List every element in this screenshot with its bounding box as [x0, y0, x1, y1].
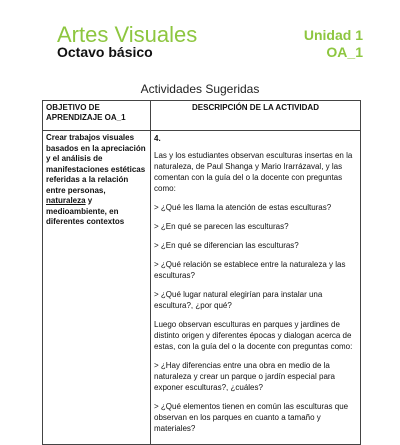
activity-question: > ¿Qué lugar natural elegirían para instalar una escultura?, ¿por qué? [154, 290, 323, 310]
objective-header: OBJETIVO DE APRENDIZAJE OA_1 [43, 101, 151, 131]
unit-title: Unidad 1 [303, 27, 363, 43]
grade-label: Octavo básico [57, 44, 153, 60]
activity-question: > ¿Qué elementos tienen en común las esculturas que observan en los parques en cuanto a tamaño y materiales? [154, 402, 349, 433]
section-title: Actividades Sugeridas [140, 82, 260, 96]
activity-question: > ¿Qué relación se establece entre la naturaleza y las esculturas? [154, 260, 346, 280]
description-header: DESCRIPCIÓN DE LA ACTIVIDAD [151, 101, 361, 131]
objective-cell [43, 131, 151, 445]
objective-underlined-text: naturaleza [46, 196, 86, 205]
table-row [43, 131, 361, 445]
activity-number: 4. [154, 134, 161, 143]
oa-code: OA_1 [326, 44, 363, 60]
activity-question: > ¿En qué se parecen las esculturas? [154, 222, 289, 231]
activity-paragraph: Las y los estudiantes observan esculturas insertas en la naturaleza, de Paul Shanga y Mario Irarrázaval, y las comentan con la guía del o la docente con preguntas como: [154, 151, 353, 193]
activity-question: > ¿En qué se diferencian las esculturas? [154, 241, 299, 250]
activity-paragraph: Luego observan esculturas en parques y jardines de distinto origen y diferentes épocas y dialogan acerca de estas, con la guía del o la docente con preguntas como: [154, 320, 353, 351]
table-header-row [43, 101, 361, 131]
objective-text-end: y medioambiente, en diferentes contextos [46, 196, 125, 226]
objective-text: Crear trabajos visuales basados en la apreciación y el análisis de manifestaciones estéticas referidas a la relación entre personas, [46, 133, 146, 195]
activity-table [42, 100, 361, 445]
subject-title: Artes Visuales [57, 22, 198, 47]
activity-question: > ¿Hay diferencias entre una obra en medio de la naturaleza y crear un parque o jardín especial para exponer esculturas?, ¿cuáles? [154, 361, 335, 392]
activity-question: > ¿Qué les llama la atención de estas esculturas? [154, 203, 332, 212]
description-cell [151, 131, 361, 445]
